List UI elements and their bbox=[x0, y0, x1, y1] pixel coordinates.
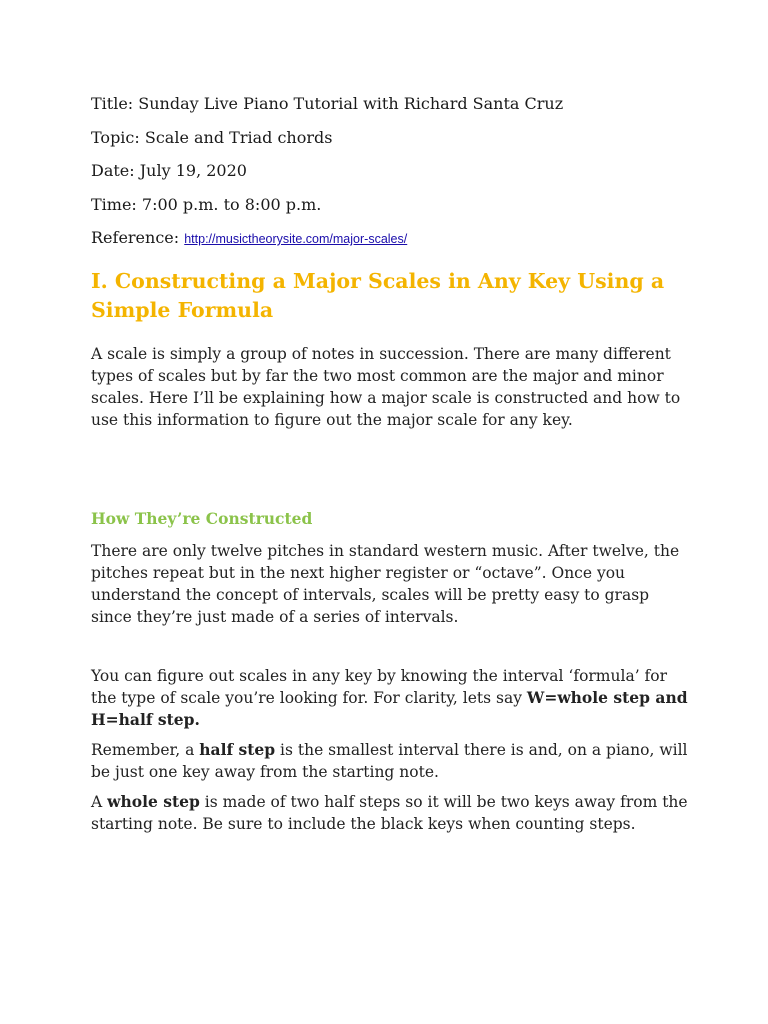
title-label: Title: bbox=[91, 94, 139, 113]
whole-step-post: is made of two half steps so it will be two keys away from the starting note. Be sure to include the black keys when counting steps. bbox=[91, 793, 688, 833]
date-label: Date: bbox=[91, 161, 140, 180]
half-step-bold: half step bbox=[199, 740, 276, 759]
reference-line bbox=[91, 228, 407, 249]
subsection-heading: How They’re Constructed bbox=[91, 509, 313, 528]
whole-step-pre: A bbox=[91, 793, 108, 811]
reference-label: Reference: bbox=[91, 228, 185, 247]
half-step-post: is the smallest interval there is and, on a piano, will be just one key away from the starting note. bbox=[91, 741, 688, 781]
topic-label: Topic: bbox=[91, 128, 145, 147]
time-line bbox=[91, 195, 321, 215]
half-step-paragraph bbox=[91, 739, 691, 783]
date-line bbox=[91, 161, 247, 181]
formula-bold: W=whole step and H=half step. bbox=[91, 688, 688, 729]
date-value: July 19, 2020 bbox=[139, 161, 247, 180]
reference-link[interactable]: http://musictheorysite.com/major-scales/ bbox=[184, 232, 408, 246]
title-line bbox=[91, 94, 563, 114]
formula-paragraph bbox=[91, 665, 691, 731]
section-heading: I. Constructing a Major Scales in Any Key Using a Simple Formula bbox=[91, 269, 665, 322]
topic-value: Scale and Triad chords bbox=[144, 128, 333, 147]
intro-paragraph: A scale is simply a group of notes in succession. There are many different types of scales but by far the two most common are the major and minor scales. Here I’ll be explaining how a major scale is constructed and how to use this information to figure out the major scale for any key. bbox=[91, 345, 681, 429]
half-step-pre: Remember, a bbox=[91, 741, 200, 759]
formula-text: You can figure out scales in any key by knowing the interval ‘formula’ for the type of scale you’re looking for. For clarity, lets say bbox=[91, 667, 668, 707]
time-value: 7:00 p.m. to 8:00 p.m. bbox=[141, 195, 322, 214]
whole-step-paragraph bbox=[91, 791, 691, 835]
time-label: Time: bbox=[91, 195, 142, 214]
title-value: Sunday Live Piano Tutorial with Richard Santa Cruz bbox=[138, 94, 564, 113]
topic-line bbox=[91, 128, 332, 148]
pitches-paragraph: There are only twelve pitches in standard western music. After twelve, the pitches repeat but in the next higher register or “octave”. Once you understand the concept of intervals, scales will be pretty easy to grasp since they’re just made of a series of intervals. bbox=[91, 542, 680, 626]
whole-step-bold: whole step bbox=[107, 792, 200, 811]
